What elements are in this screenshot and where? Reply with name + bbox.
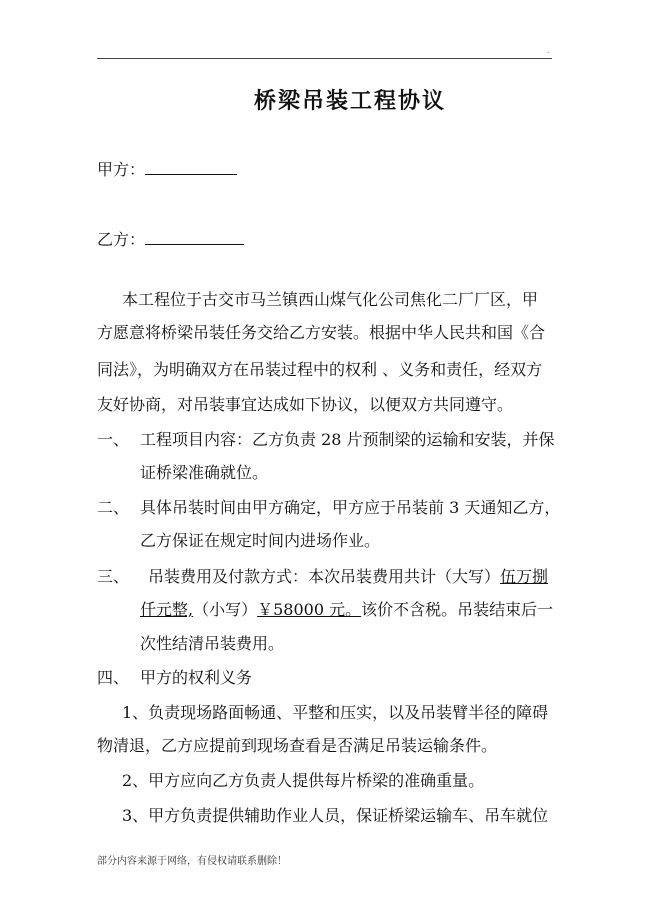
fee-amount-words-part2: 仟元整, — [140, 600, 194, 619]
party-b-label: 乙方： — [97, 230, 146, 249]
fee-tax-note: 该价不含税。吊装结束后一 — [361, 600, 554, 619]
party-a-label: 甲方： — [97, 160, 146, 179]
fee-lowercase-label: （小写） — [193, 600, 258, 619]
item-3-line-1 — [148, 567, 548, 587]
item-4-number: 四、 — [97, 668, 130, 687]
intro-line-3: 同法》，为明确双方在吊装过程中的权利 、义务和责任，经双方 — [97, 360, 543, 379]
party-a-line — [97, 158, 237, 180]
fee-amount-number: ￥58000 元。 — [257, 600, 362, 619]
item-1-line-2: 证桥梁准确就位。 — [140, 463, 269, 482]
item-2-line-2: 乙方保证在规定时间内进场作业。 — [140, 531, 381, 550]
item-4-title: 甲方的权利义务 — [140, 668, 253, 687]
item-3-line-3: 次性结清吊装费用。 — [140, 634, 285, 653]
document-title: 桥梁吊装工程协议 — [253, 89, 446, 114]
item-4-1-line-1: 1、负责现场路面畅通、平整和压实，以及吊装臂半径的障碍 — [122, 703, 549, 722]
item-2-line-1: 具体吊装时间由甲方确定，甲方应于吊装前 3 天通知乙方， — [140, 498, 561, 517]
footer-disclaimer: 部分内容来源于网络，有侵权请联系删除！ — [97, 856, 287, 867]
item-1-number: 一、 — [97, 430, 130, 449]
intro-line-2: 方愿意将桥梁吊装任务交给乙方安装。根据中华人民共和国《合 — [97, 323, 546, 342]
item-3-line-2 — [140, 600, 553, 620]
intro-line-4: 友好协商，对吊装事宜达成如下协议，以便双方共同遵守。 — [97, 395, 514, 414]
party-b-blank — [145, 228, 244, 245]
header-rule — [97, 58, 552, 59]
item-3-number: 三、 — [97, 567, 130, 586]
item-1-line-1: 工程项目内容：乙方负责 28 片预制梁的运输和安装，并保 — [140, 430, 555, 449]
fee-text: 吊装费用及付款方式：本次吊装费用共计（大写） — [148, 567, 501, 586]
party-a-blank — [145, 158, 237, 175]
party-b-line — [97, 228, 244, 250]
item-4-1-line-2: 物清退，乙方应提前到现场查看是否满足吊装运输条件。 — [97, 736, 498, 755]
intro-line-1: 本工程位于古交市马兰镇西山煤气化公司焦化二厂厂区，甲 — [122, 290, 539, 309]
item-4-2: 2、甲方应向乙方负责人提供每片桥梁的准确重量。 — [122, 771, 485, 790]
item-4-3: 3、甲方负责提供辅助作业人员，保证桥梁运输车、吊车就位 — [122, 806, 549, 825]
header-mark: . — [547, 46, 550, 55]
item-2-number: 二、 — [97, 498, 130, 517]
fee-amount-words-part1: 伍万捌 — [500, 567, 549, 586]
